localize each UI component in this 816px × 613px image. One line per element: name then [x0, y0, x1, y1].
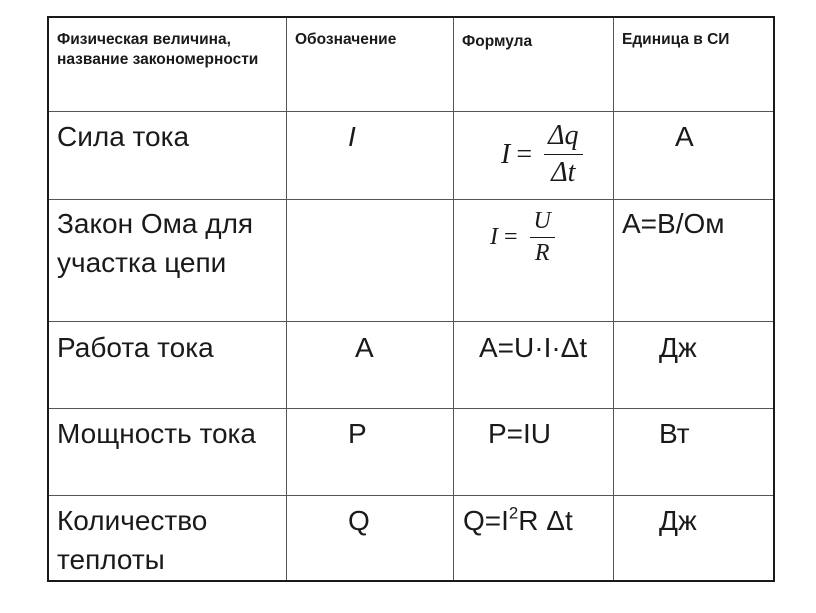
row-name: Мощность тока	[57, 418, 256, 449]
formula-equals: =	[504, 224, 518, 250]
row-divider	[49, 199, 773, 200]
row-name: Закон Ома для участка цепи	[57, 208, 254, 279]
row-unit: Вт	[659, 418, 690, 449]
formula-equals: =	[516, 138, 533, 170]
row-name: Сила тока	[57, 121, 190, 152]
row-unit: Дж	[659, 505, 697, 536]
header-unit: Единица в СИ	[622, 31, 730, 48]
row-divider	[49, 495, 773, 496]
formula-part: Q=I	[463, 505, 509, 536]
row-unit: Дж	[659, 332, 697, 363]
fraction-numerator: U	[530, 208, 555, 238]
fraction-denominator: R	[534, 240, 550, 266]
fraction-denominator: Δt	[551, 157, 576, 188]
physics-table	[47, 16, 775, 582]
fraction	[530, 208, 555, 267]
row-symbol: A	[355, 332, 374, 363]
row-formula: A=U·I·Δt	[479, 332, 588, 363]
row-symbol: Q	[348, 505, 370, 536]
heat-formula	[463, 501, 573, 540]
formula-lhs: I	[490, 224, 498, 250]
header-symbol: Обозначение	[295, 31, 397, 48]
row-divider	[49, 321, 773, 322]
row-unit: A=B/Ом	[622, 208, 725, 239]
current-formula	[501, 120, 583, 189]
header-quantity: Физическая величина, название закономерности	[57, 31, 259, 69]
row-name: Работа тока	[57, 332, 214, 363]
ohm-formula	[490, 208, 555, 267]
fraction-numerator: Δq	[544, 120, 582, 155]
formula-part: R Δt	[518, 505, 573, 536]
fraction	[544, 120, 582, 189]
row-symbol: P	[348, 418, 367, 449]
formula-exponent: 2	[508, 503, 519, 523]
row-name: Количество теплоты	[57, 505, 208, 576]
formula-lhs: I	[501, 138, 511, 170]
header-formula: Формула	[462, 33, 533, 50]
row-formula: P=IU	[488, 418, 552, 449]
row-unit: A	[675, 121, 694, 152]
row-symbol: I	[348, 121, 356, 152]
row-divider	[49, 111, 773, 112]
row-divider	[49, 408, 773, 409]
